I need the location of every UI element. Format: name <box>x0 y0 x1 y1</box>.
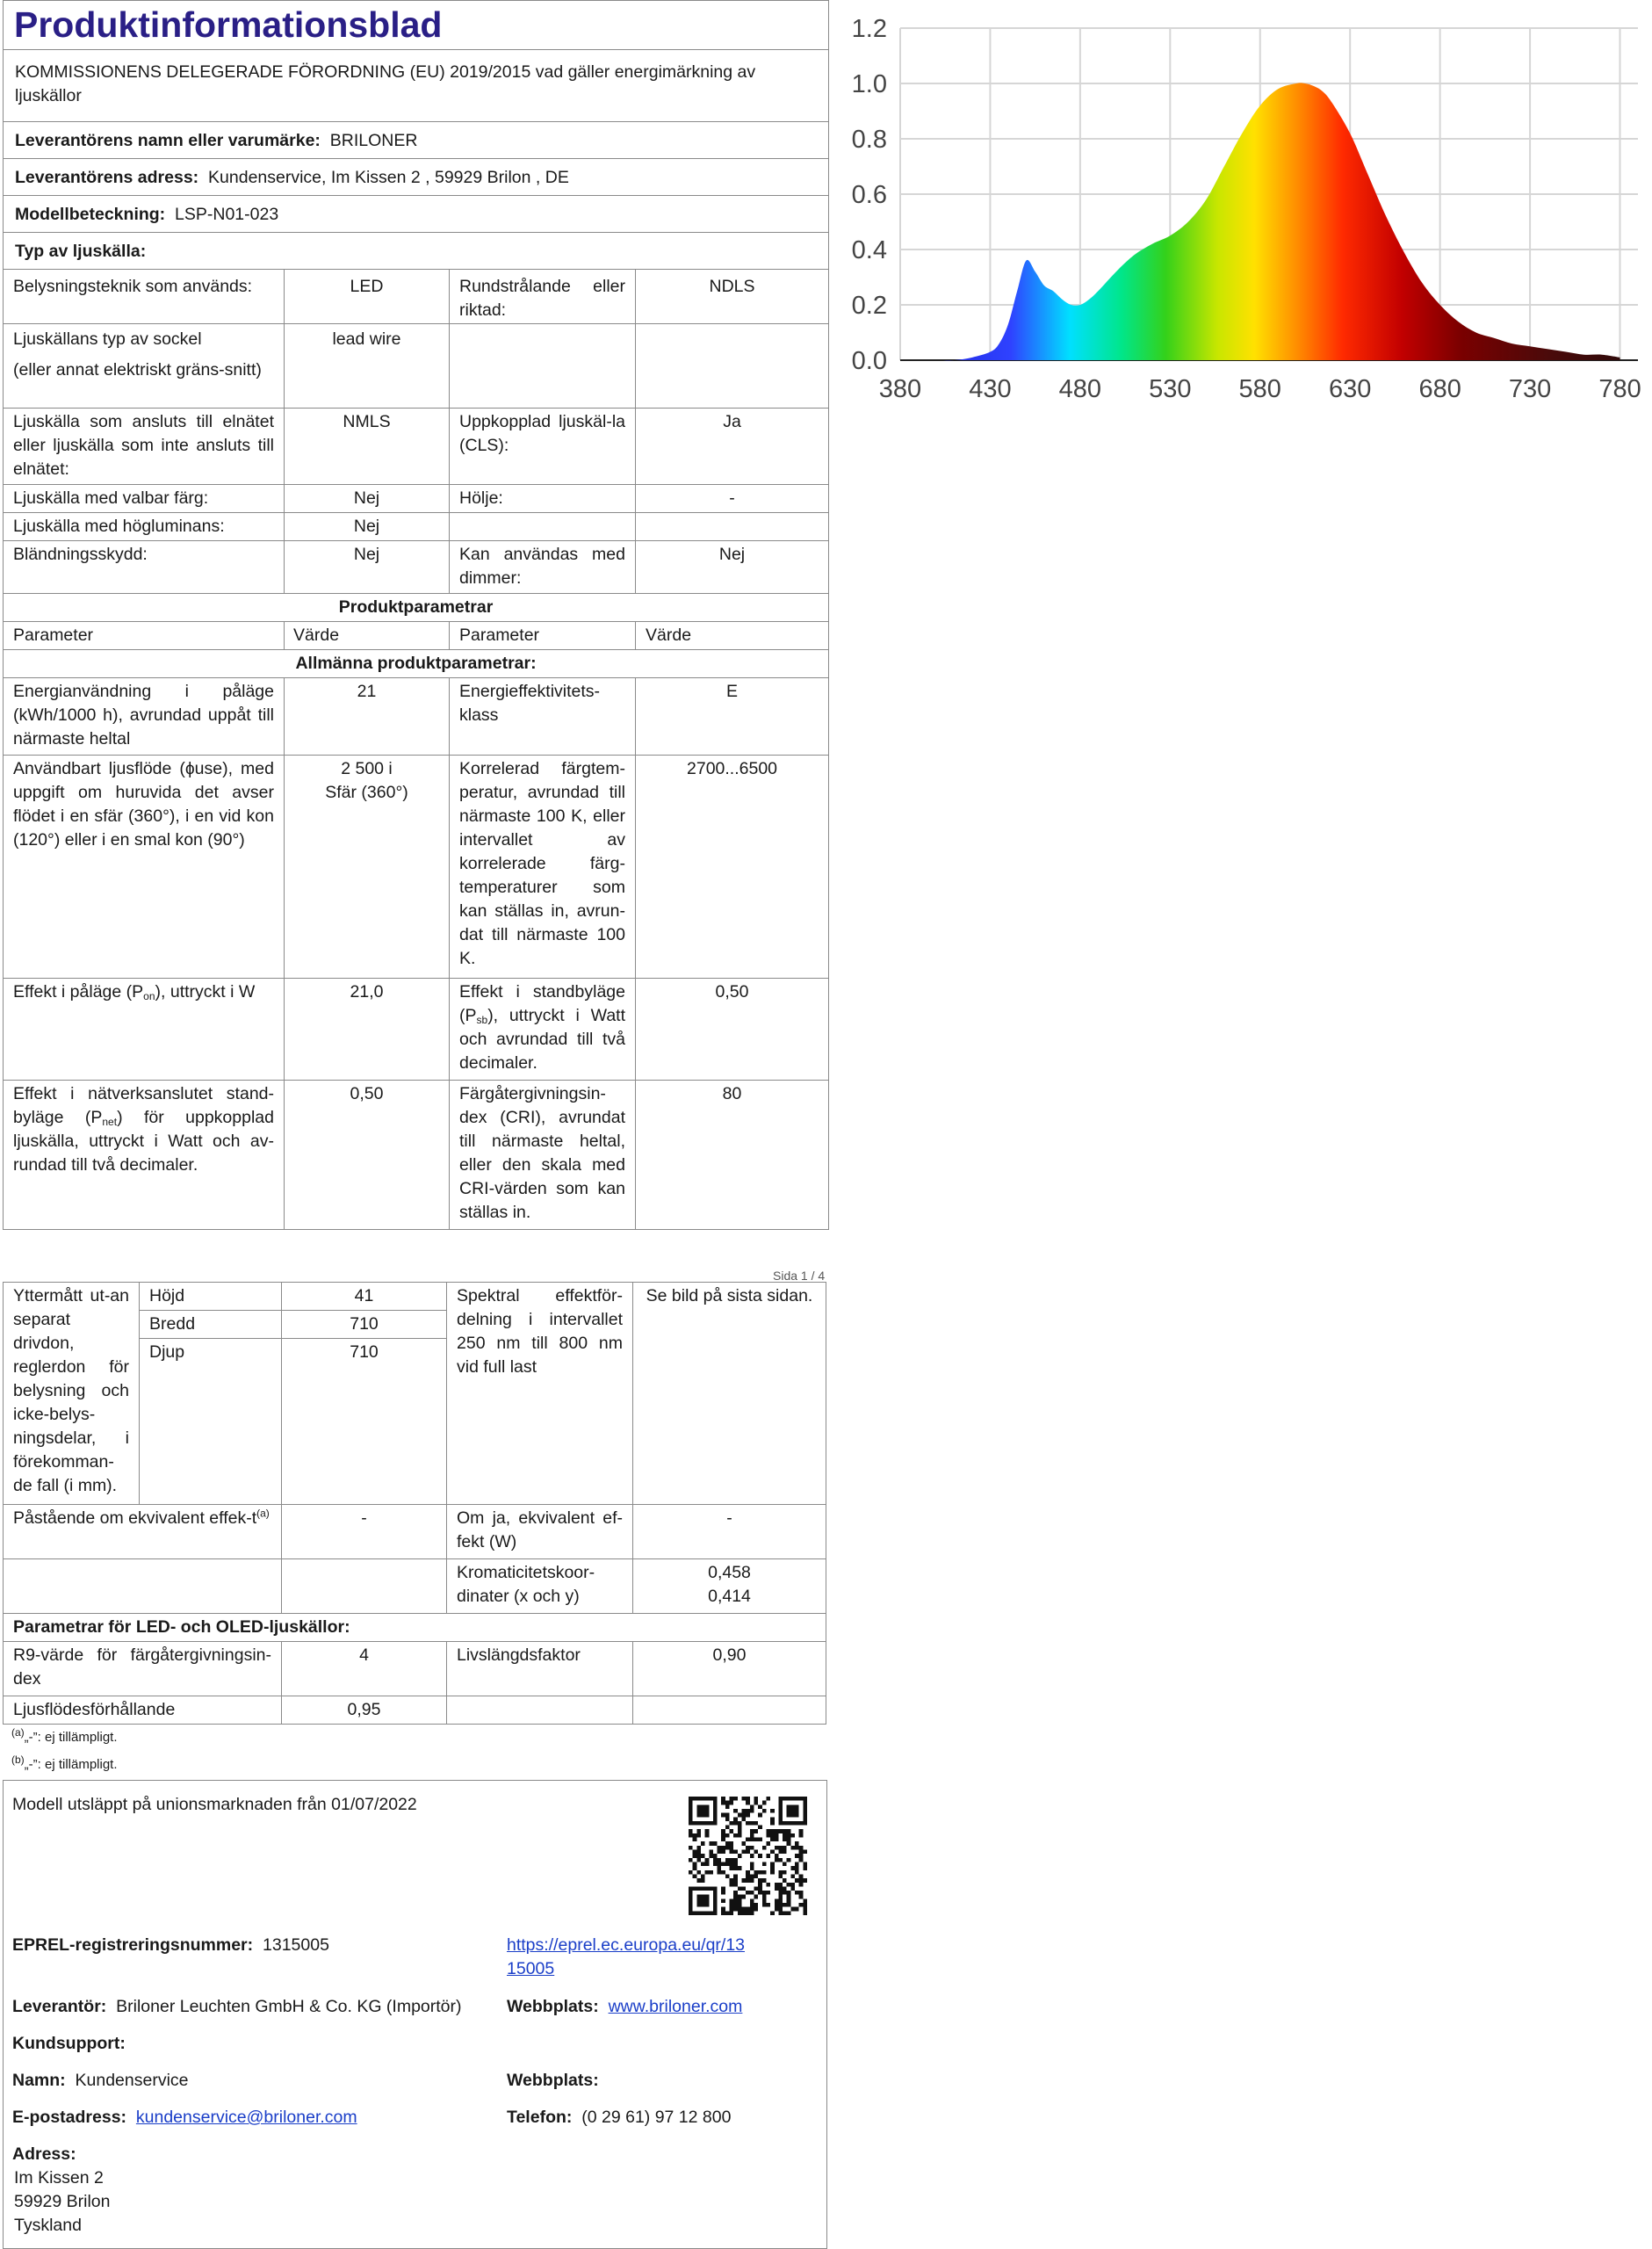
luminous-flux-value: 2 500 i Sfär (360°) <box>285 756 450 979</box>
email-row: E-postadress: kundenservice@briloner.com <box>12 2108 357 2127</box>
product-params-heading: Produktparametrar <box>4 594 829 622</box>
standby-power-label: Effekt i standbyläge $(P_{sb})$, uttryckt i Watt och avrundad till två decimaler. <box>450 979 636 1081</box>
dimensions-label: Yttermått ut-an separat drivdon, reglerdon för belysning och icke-belys-ningsdelar, i förekomman-de fall (i mm). <box>4 1283 140 1505</box>
energy-consumption-value: 21 <box>285 678 450 756</box>
flux-maintenance-value: 0,95 <box>282 1696 447 1725</box>
x-tick-labels <box>879 375 1641 403</box>
market-date: Modell utsläppt på unionsmarknaden från 01/07/2022 <box>12 1795 417 1814</box>
supplier-address-row: Leverantörens adress: Kundenservice, Im Kissen 2 , 59929 Brilon , DE <box>4 159 829 196</box>
energy-class-label: Energieffektivitets-klass <box>450 678 636 756</box>
support-name-row: Namn: Kundenservice <box>12 2071 189 2090</box>
x-tick-label: 530 <box>1149 375 1192 403</box>
cct-value: 2700...6500 <box>636 756 829 979</box>
equivalent-power-claim-label: Påstående om ekvivalent effek-$t^{(a)}$ <box>4 1505 282 1559</box>
width-value: 710 <box>282 1311 447 1339</box>
equivalent-power-label: Om ja, ekvivalent ef-fekt (W) <box>447 1505 633 1559</box>
luminous-flux-label: Användbart ljusflöde (ɸuse), med uppgift om huruvida det avser flödet i en sfär (360°), i en vid kon (120°) eller i en smal kon (90°) <box>4 756 285 979</box>
high-luminance-label: Ljuskälla med högluminans: <box>4 513 285 541</box>
spectrum-chart <box>839 0 1652 413</box>
header-table <box>3 0 829 1230</box>
col-value-2: Värde <box>636 622 829 650</box>
width-label: Bredd <box>140 1311 282 1339</box>
x-tick-label: 630 <box>1328 375 1372 403</box>
empty-cell <box>447 1696 633 1725</box>
spectral-value: Se bild på sista sidan. <box>633 1283 826 1505</box>
y-tick-label: 0.6 <box>851 181 887 209</box>
flux-maintenance-label: Ljusflödesförhållande <box>4 1696 282 1725</box>
mains-label: Ljuskälla som ansluts till elnätet eller ljuskälla som inte ansluts till elnätet: <box>4 409 285 485</box>
empty-cell <box>450 513 636 541</box>
x-tick-label: 380 <box>878 375 922 403</box>
directional-value: NDLS <box>636 270 829 324</box>
empty-cell <box>633 1696 826 1725</box>
cri-label: Färgåtergivningsin-dex (CRI), avrundat till närmaste heltal, eller den skala med CRI-värden som kan ställas in. <box>450 1081 636 1230</box>
depth-label: Djup <box>140 1339 282 1505</box>
website-row: Webbplats: www.briloner.com <box>507 1997 743 2016</box>
energy-consumption-label: Energianvändning i påläge (kWh/1000 h), avrundad uppåt till närmaste heltal <box>4 678 285 756</box>
page-title: Produktinformationsblad <box>4 1 829 50</box>
equivalent-power-value: - <box>633 1505 826 1559</box>
cri-value: 80 <box>636 1081 829 1230</box>
eprel-row: EPREL-registreringsnummer: 1315005 <box>12 1935 329 1955</box>
dimmable-value: Nej <box>636 541 829 594</box>
on-mode-power-value: 21,0 <box>285 979 450 1081</box>
regulation-intro: KOMMISSIONENS DELEGERADE FÖRORDNING (EU) 2019/2015 vad gäller energimärkning av ljuskällor <box>4 50 829 122</box>
technology-value: LED <box>285 270 450 324</box>
r9-label: R9-värde för färgåtergivningsin-dex <box>4 1642 282 1696</box>
supplier-row: Leverantör: Briloner Leuchten GmbH & Co. KG (Importör) <box>12 1997 462 2016</box>
x-tick-label: 430 <box>969 375 1012 403</box>
footer-box <box>3 1780 827 2249</box>
cls-label: Uppkopplad ljuskäl-la (CLS): <box>450 409 636 485</box>
empty-cell <box>450 324 636 409</box>
envelope-label: Hölje: <box>450 485 636 513</box>
height-label: Höjd <box>140 1283 282 1311</box>
col-value-1: Värde <box>285 622 450 650</box>
chromaticity-value: 0,458 0,414 <box>633 1559 826 1614</box>
datasheet <box>3 0 828 1230</box>
qr-code-icon[interactable] <box>689 1797 807 1915</box>
col-param-2: Parameter <box>450 622 636 650</box>
cls-value: Ja <box>636 409 829 485</box>
x-tick-label: 780 <box>1598 375 1641 403</box>
supplier-name-row: Leverantörens namn eller varumärke: BRILONER <box>4 122 829 159</box>
energy-class-value: E <box>636 678 829 756</box>
spectrum-curve <box>900 83 1620 360</box>
dimensions-table <box>3 1282 826 1725</box>
website-link[interactable]: www.briloner.com <box>608 1997 743 2016</box>
address-line-1: Im Kissen 2 <box>14 2168 104 2188</box>
y-tick-label: 0.2 <box>851 292 887 320</box>
height-value: 41 <box>282 1283 447 1311</box>
cap-type-value: lead wire <box>285 324 450 409</box>
page-number: Sida 1 / 4 <box>773 1269 826 1283</box>
dimmable-label: Kan användas med dimmer: <box>450 541 636 594</box>
colour-tunable-value: Nej <box>285 485 450 513</box>
depth-value: 710 <box>282 1339 447 1505</box>
email-link[interactable]: kundenservice@briloner.com <box>135 2108 357 2127</box>
directional-label: Rundstrålande eller riktad: <box>450 270 636 324</box>
envelope-value: - <box>636 485 829 513</box>
survival-factor-value: 0,90 <box>633 1642 826 1696</box>
support-heading: Kundsupport: <box>12 2034 126 2053</box>
datasheet-part-2 <box>3 1282 828 1774</box>
footnote-a: $^{(a)}$„-”: ej tillämpligt. <box>11 1726 118 1745</box>
network-standby-label: Effekt i nätverksanslutet stand-byläge $(P_{net})$ för uppkopplad ljuskälla, uttryckt i Watt och av-rundad till två decimaler. <box>4 1081 285 1230</box>
mains-value: NMLS <box>285 409 450 485</box>
x-tick-label: 730 <box>1508 375 1552 403</box>
standby-power-value: 0,50 <box>636 979 829 1081</box>
anti-glare-value: Nej <box>285 541 450 594</box>
footnote-b: $^{(b)}$„-”: ej tillämpligt. <box>11 1754 118 1772</box>
col-param-1: Parameter <box>4 622 285 650</box>
high-luminance-value: Nej <box>285 513 450 541</box>
empty-cell <box>636 324 829 409</box>
x-tick-label: 680 <box>1418 375 1461 403</box>
technology-label: Belysningsteknik som används: <box>4 270 285 324</box>
survival-factor-label: Livslängdsfaktor <box>447 1642 633 1696</box>
r9-value: 4 <box>282 1642 447 1696</box>
model-row: Modellbeteckning: LSP-N01-023 <box>4 196 829 233</box>
address-line-3: Tyskland <box>14 2216 82 2235</box>
y-tick-label: 0.8 <box>851 126 887 154</box>
chromaticity-label: Kromaticitetskoor-dinater (x och y) <box>447 1559 633 1614</box>
spectral-label: Spektral effektför-delning i intervallet 250 nm till 800 nm vid full last <box>447 1283 633 1505</box>
y-tick-label: 0.0 <box>851 347 887 375</box>
phone-row: Telefon: (0 29 61) 97 12 800 <box>507 2108 732 2127</box>
support-website-label: Webbplats: <box>507 2071 599 2090</box>
network-standby-value: 0,50 <box>285 1081 450 1230</box>
on-mode-power-label: Effekt i påläge $(P_{on})$, uttryckt i W <box>4 979 285 1081</box>
x-tick-label: 580 <box>1238 375 1281 403</box>
light-source-type-heading: Typ av ljuskälla: <box>4 233 829 270</box>
x-tick-label: 480 <box>1058 375 1102 403</box>
equivalent-power-claim-value: - <box>282 1505 447 1559</box>
eprel-link[interactable]: https://eprel.ec.europa.eu/qr/13 15005 <box>507 1935 746 1978</box>
cap-type-label: Ljuskällans typ av sockel (eller annat elektriskt gräns-snitt) <box>4 324 285 409</box>
y-tick-labels <box>852 15 887 375</box>
empty-cell <box>282 1559 447 1614</box>
cct-label: Korrelerad färgtem-peratur, avrundad till närmaste 100 K, eller intervallet av korrelerade färg-temperaturer som kan ställas in, avrun-dat till närmaste 100 K. <box>450 756 636 979</box>
address-line-2: 59929 Brilon <box>14 2192 111 2211</box>
y-tick-label: 1.2 <box>851 15 887 43</box>
y-tick-label: 1.0 <box>851 70 887 98</box>
general-params-heading: Allmänna produktparametrar: <box>4 650 829 678</box>
empty-cell <box>636 513 829 541</box>
led-params-heading: Parametrar för LED- och OLED-ljuskällor: <box>4 1614 826 1642</box>
colour-tunable-label: Ljuskälla med valbar färg: <box>4 485 285 513</box>
y-tick-label: 0.4 <box>851 236 887 264</box>
empty-cell <box>4 1559 282 1614</box>
anti-glare-label: Bländningsskydd: <box>4 541 285 594</box>
address-heading: Adress: <box>12 2144 76 2164</box>
